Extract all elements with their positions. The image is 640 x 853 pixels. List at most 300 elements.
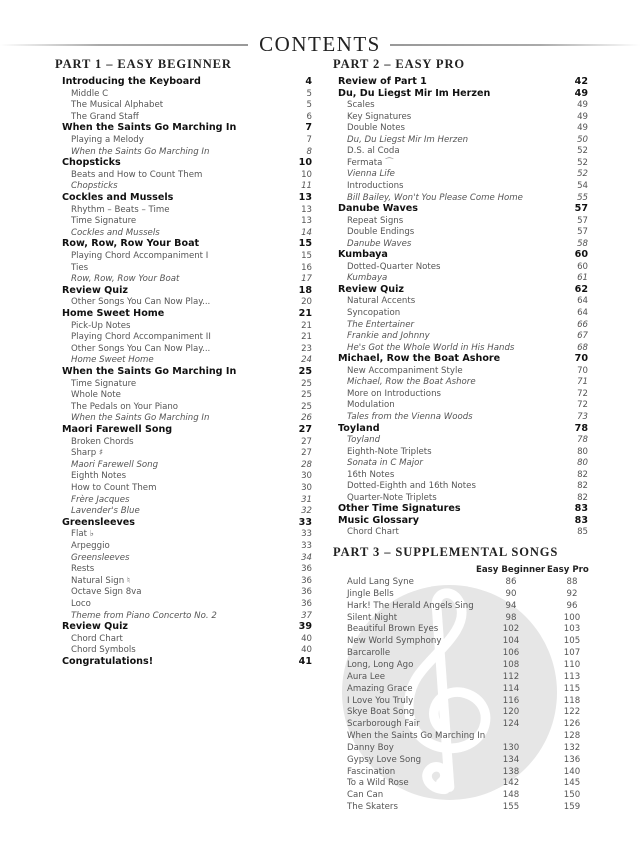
toc-entry-title: Greensleeves <box>62 516 135 528</box>
toc-entry-title: Cockles and Mussels <box>62 192 174 203</box>
song-title: Long, Long Ago <box>347 659 414 670</box>
toc-entry[interactable] <box>338 423 588 435</box>
toc-entry[interactable] <box>71 610 312 622</box>
song-page-easy-pro: 126 <box>563 719 581 730</box>
toc-entry[interactable] <box>71 436 312 448</box>
toc-entry[interactable] <box>71 459 312 471</box>
toc-entry[interactable] <box>71 250 312 262</box>
song-page-easy-beginner: 98 <box>505 612 517 623</box>
song-title: Danny Boy <box>347 742 394 753</box>
song-page-easy-pro: 105 <box>563 636 581 647</box>
toc-entry-title: Octave Sign 8va <box>71 587 142 598</box>
toc-entry-title: When the Saints Go Marching In <box>71 146 210 157</box>
toc-entry-title: Beats and How to Count Them <box>71 169 203 180</box>
song-page-easy-pro: 132 <box>563 742 581 753</box>
song-row[interactable] <box>347 695 592 707</box>
toc-entry-page: 26 <box>301 413 312 424</box>
song-row[interactable] <box>347 718 592 730</box>
toc-entry-page: 15 <box>298 238 312 250</box>
toc-entry-page: 4 <box>305 76 312 87</box>
song-title: Barcarolle <box>347 648 391 659</box>
toc-entry-page: 25 <box>301 401 312 412</box>
toc-entry-title: Frère Jacques <box>71 494 130 505</box>
col-header-easy-beginner: Easy Beginner <box>476 565 546 575</box>
toc-entry-title: Frankie and Johnny <box>347 331 430 342</box>
toc-entry-title: Vienna Life <box>347 169 395 180</box>
toc-entry-page: 73 <box>577 411 588 422</box>
song-row[interactable] <box>347 635 592 647</box>
toc-entry[interactable] <box>71 528 312 540</box>
toc-entry-page: 70 <box>574 353 588 365</box>
song-row[interactable] <box>347 588 592 600</box>
toc-entry[interactable] <box>338 249 588 261</box>
toc-entry-page: 82 <box>577 469 588 480</box>
toc-entry-page: 42 <box>574 76 588 87</box>
toc-entry[interactable] <box>347 492 588 504</box>
song-page-easy-beginner: 148 <box>502 790 520 801</box>
toc-entry-title: Home Sweet Home <box>71 355 154 366</box>
toc-entry-title: Chord Chart <box>347 527 399 538</box>
toc-entry-title: Key Signatures <box>347 111 412 122</box>
toc-entry-page: 49 <box>574 87 588 99</box>
toc-entry-title: Rests <box>71 564 95 575</box>
toc-entry[interactable] <box>347 192 588 204</box>
toc-entry-page: 49 <box>577 111 588 122</box>
toc-entry-page: 21 <box>301 320 312 331</box>
toc-entry-page: 57 <box>577 227 588 238</box>
toc-entry-title: When the Saints Go Marching In <box>62 366 237 377</box>
song-row[interactable] <box>347 754 592 766</box>
toc-entry-title: Double Endings <box>347 227 415 238</box>
toc-entry-title: Syncopation <box>347 308 401 318</box>
toc-entry-title: Danube Waves <box>338 203 418 215</box>
song-row[interactable] <box>347 730 592 742</box>
toc-entry-page: 27 <box>301 436 312 447</box>
toc-entry[interactable] <box>347 411 588 423</box>
toc-entry-title: Kumbaya <box>338 249 388 261</box>
song-page-easy-beginner: 108 <box>502 659 520 670</box>
toc-entry[interactable] <box>71 296 312 308</box>
toc-entry[interactable] <box>62 621 312 633</box>
toc-entry[interactable] <box>71 447 312 459</box>
toc-entry-page: 71 <box>577 377 588 388</box>
song-page-easy-beginner: 155 <box>502 802 520 813</box>
toc-entry[interactable] <box>71 99 312 111</box>
toc-entry-page: 25 <box>301 378 312 389</box>
toc-entry-title: Ties <box>71 262 89 273</box>
toc-entry[interactable] <box>71 401 312 413</box>
toc-entry[interactable] <box>347 145 588 157</box>
toc-entry-title: The Entertainer <box>347 319 415 330</box>
toc-entry[interactable] <box>71 180 312 192</box>
song-row[interactable] <box>347 623 592 635</box>
toc-entry[interactable] <box>347 111 588 123</box>
toc-entry-title: Theme from Piano Concerto No. 2 <box>71 610 217 621</box>
toc-entry[interactable] <box>338 353 588 365</box>
toc-entry-title: Natural Accents <box>347 296 416 307</box>
song-page-easy-beginner: 102 <box>502 624 520 635</box>
toc-entry-title: Maori Farewell Song <box>71 459 159 470</box>
toc-entry[interactable] <box>347 319 588 331</box>
toc-entry[interactable] <box>71 586 312 598</box>
toc-entry-title: Dotted-Quarter Notes <box>347 261 441 272</box>
toc-entry-title: Row, Row, Row Your Boat <box>62 238 200 250</box>
toc-entry-page: 82 <box>577 492 588 503</box>
toc-entry[interactable] <box>347 388 588 400</box>
toc-entry-title: Other Songs You Can Now Play... <box>71 297 211 308</box>
song-row[interactable] <box>347 576 592 588</box>
toc-entry-title: Bill Bailey, Won't You Please Come Home <box>347 192 523 203</box>
toc-entry[interactable] <box>347 526 588 538</box>
song-page-easy-pro: 103 <box>563 624 581 635</box>
toc-entry-page: 11 <box>301 181 312 192</box>
song-page-easy-pro: 100 <box>563 612 581 623</box>
song-row[interactable] <box>347 742 592 754</box>
toc-entry[interactable] <box>71 378 312 390</box>
song-row[interactable] <box>347 600 592 612</box>
toc-entry[interactable] <box>62 238 312 250</box>
toc-entry[interactable] <box>338 203 588 215</box>
toc-entry-title: Arpeggio <box>71 541 110 551</box>
song-title: Amazing Grace <box>347 683 413 694</box>
toc-entry[interactable] <box>347 226 588 238</box>
toc-entry-page: 40 <box>301 633 312 644</box>
toc-entry-title: Row, Row, Row Your Boat <box>71 274 180 285</box>
toc-entry-page: 33 <box>301 541 312 551</box>
toc-entry-page: 6 <box>306 111 312 122</box>
toc-entry[interactable] <box>347 330 588 342</box>
toc-entry[interactable] <box>71 505 312 517</box>
song-title: Auld Lang Syne <box>347 577 414 587</box>
toc-entry-title: Music Glossary <box>338 514 420 526</box>
song-title: Can Can <box>347 790 384 801</box>
toc-entry-title: Eighth-Note Triplets <box>347 446 432 457</box>
toc-entry-title: Chord Chart <box>71 633 123 644</box>
song-page-easy-pro: 96 <box>566 600 578 611</box>
toc-entry[interactable] <box>338 284 588 296</box>
toc-entry[interactable] <box>71 633 312 645</box>
toc-entry[interactable] <box>71 146 312 158</box>
toc-entry[interactable] <box>338 503 588 515</box>
toc-entry-title: Toyland <box>347 435 381 446</box>
toc-entry[interactable] <box>71 354 312 366</box>
toc-entry[interactable] <box>347 134 588 146</box>
toc-entry[interactable] <box>71 273 312 285</box>
toc-entry-title: Review of Part 1 <box>338 76 427 87</box>
song-row[interactable] <box>347 671 592 683</box>
song-page-easy-pro: 118 <box>563 695 581 706</box>
toc-entry[interactable] <box>71 644 312 656</box>
toc-entry[interactable] <box>347 457 588 469</box>
part3-heading: PART 3 – SUPPLEMENTAL SONGS <box>333 545 559 559</box>
song-page-easy-beginner: 90 <box>505 588 517 599</box>
toc-entry-title: Maori Farewell Song <box>62 424 173 435</box>
toc-entry-title: Pick-Up Notes <box>71 320 131 331</box>
toc-entry[interactable] <box>338 515 588 527</box>
toc-entry-page: 30 <box>301 471 312 482</box>
toc-entry-title: Sonata in C Major <box>347 458 423 469</box>
song-page-easy-pro: 140 <box>563 766 581 777</box>
toc-entry[interactable] <box>71 412 312 424</box>
toc-entry-page: 8 <box>306 146 312 157</box>
toc-entry[interactable] <box>347 238 588 250</box>
toc-entry[interactable] <box>71 215 312 227</box>
toc-entry-page: 7 <box>305 122 312 134</box>
toc-entry-title: Rhythm – Beats – Time <box>71 204 170 215</box>
toc-entry[interactable] <box>347 434 588 446</box>
toc-entry[interactable] <box>62 656 312 668</box>
song-page-easy-beginner: 112 <box>502 671 520 682</box>
toc-entry[interactable] <box>347 180 588 192</box>
toc-entry-page: 37 <box>301 610 312 621</box>
toc-entry-page: 60 <box>574 249 588 261</box>
toc-entry-title: Lavender's Blue <box>71 506 140 517</box>
toc-entry-page: 64 <box>577 308 588 318</box>
toc-entry[interactable] <box>71 88 312 100</box>
toc-entry[interactable] <box>71 540 312 552</box>
toc-entry-title: Quarter-Note Triplets <box>347 492 437 503</box>
toc-entry-page: 23 <box>301 343 312 354</box>
toc-entry[interactable] <box>347 365 588 377</box>
song-page-easy-pro: 107 <box>563 648 581 659</box>
toc-entry-title: Home Sweet Home <box>62 308 165 319</box>
song-page-easy-beginner: 106 <box>502 648 520 659</box>
toc-entry[interactable] <box>347 122 588 134</box>
toc-entry-title: D.S. al Coda <box>347 146 400 157</box>
toc-entry-page: 85 <box>577 527 588 538</box>
song-page-easy-beginner: 120 <box>502 707 520 718</box>
toc-entry-page: 39 <box>298 621 312 633</box>
toc-entry-title: Scales <box>347 100 375 111</box>
toc-entry[interactable] <box>62 517 312 529</box>
song-row[interactable] <box>347 801 592 813</box>
song-page-easy-pro: 92 <box>566 588 578 599</box>
toc-entry[interactable] <box>347 215 588 227</box>
toc-entry-title: Flat ♭ <box>71 529 94 540</box>
song-page-easy-beginner: 116 <box>502 695 520 706</box>
toc-entry-page: 52 <box>577 146 588 157</box>
page-title: CONTENTS <box>259 32 381 56</box>
toc-entry[interactable] <box>347 399 588 411</box>
toc-entry[interactable] <box>347 307 588 319</box>
toc-entry-page: 55 <box>577 192 588 203</box>
toc-entry-page: 13 <box>298 192 312 203</box>
toc-entry-page: 64 <box>577 296 588 307</box>
toc-entry-title: Other Time Signatures <box>338 503 461 515</box>
toc-entry-page: 70 <box>577 365 588 376</box>
toc-entry-page: 27 <box>301 448 312 459</box>
toc-entry-title: More on Introductions <box>347 388 441 399</box>
toc-entry-title: Introductions <box>347 180 404 191</box>
toc-entry-page: 68 <box>577 342 588 353</box>
toc-entry-page: 20 <box>301 297 312 308</box>
toc-entry-page: 14 <box>301 227 312 238</box>
toc-entry-page: 21 <box>298 308 312 319</box>
toc-entry[interactable] <box>62 122 312 134</box>
toc-entry-page: 31 <box>301 494 312 505</box>
toc-entry-title: Fermata ⌒ <box>347 157 394 168</box>
toc-entry[interactable] <box>71 575 312 587</box>
toc-entry[interactable] <box>62 424 312 436</box>
song-page-easy-pro: 159 <box>563 802 581 813</box>
toc-entry-page: 7 <box>306 135 312 145</box>
toc-entry[interactable] <box>71 494 312 506</box>
toc-entry[interactable] <box>71 169 312 181</box>
toc-entry-title: Chopsticks <box>71 181 118 192</box>
toc-entry-page: 25 <box>298 366 312 377</box>
toc-entry[interactable] <box>71 482 312 494</box>
song-page-easy-pro: 150 <box>563 790 581 801</box>
toc-entry[interactable] <box>347 99 588 111</box>
toc-entry-page: 24 <box>301 355 312 366</box>
toc-entry-page: 36 <box>301 575 312 586</box>
toc-entry[interactable] <box>71 204 312 216</box>
toc-entry[interactable] <box>71 598 312 610</box>
song-page-easy-pro: 136 <box>563 754 581 765</box>
toc-entry-page: 83 <box>574 514 588 526</box>
toc-entry-page: 78 <box>577 435 588 446</box>
toc-entry-title: Natural Sign ♮ <box>71 575 130 586</box>
song-title: New World Symphony <box>347 636 442 647</box>
song-page-easy-pro: 128 <box>563 731 581 742</box>
toc-entry-title: Michael, Row the Boat Ashore <box>338 353 501 365</box>
toc-entry[interactable] <box>62 366 312 378</box>
toc-entry-title: Loco <box>71 599 91 609</box>
toc-entry-title: Time Signature <box>71 378 137 389</box>
toc-entry-page: 32 <box>301 506 312 517</box>
toc-entry-page: 15 <box>301 251 312 261</box>
toc-entry[interactable] <box>347 469 588 481</box>
song-title: Gypsy Love Song <box>347 754 422 765</box>
toc-entry-page: 16 <box>301 262 312 273</box>
toc-entry-page: 52 <box>577 169 588 180</box>
song-page-easy-beginner: 134 <box>502 754 520 765</box>
song-row[interactable] <box>347 789 592 801</box>
song-page-easy-pro: 110 <box>563 659 581 670</box>
toc-entry-page: 49 <box>577 123 588 134</box>
toc-entry-page: 5 <box>306 88 312 99</box>
song-row[interactable] <box>347 777 592 789</box>
song-title: Hark! The Herald Angels Sing <box>347 600 474 611</box>
toc-entry-page: 13 <box>301 204 312 215</box>
toc-entry[interactable] <box>347 261 588 273</box>
part2-heading: PART 2 – EASY PRO <box>333 57 465 71</box>
toc-entry[interactable] <box>71 331 312 343</box>
toc-entry[interactable] <box>347 376 588 388</box>
toc-entry[interactable] <box>71 111 312 123</box>
song-page-easy-beginner: 124 <box>502 719 520 730</box>
song-row[interactable] <box>347 766 592 778</box>
song-page-easy-beginner: 86 <box>505 577 517 587</box>
song-title: When the Saints Go Marching In <box>347 731 486 742</box>
toc-entry[interactable] <box>71 343 312 355</box>
toc-entry-title: He's Got the Whole World in His Hands <box>347 342 515 353</box>
toc-entry-title: When the Saints Go Marching In <box>71 413 210 424</box>
song-title: To a Wild Rose <box>347 778 409 789</box>
toc-entry-title: Review Quiz <box>338 283 405 295</box>
song-row[interactable] <box>347 612 592 624</box>
toc-entry[interactable] <box>338 76 588 88</box>
toc-entry[interactable] <box>71 389 312 401</box>
toc-entry-page: 50 <box>577 134 588 145</box>
song-page-easy-pro: 122 <box>563 707 581 718</box>
toc-entry[interactable] <box>62 192 312 204</box>
toc-entry[interactable] <box>71 552 312 564</box>
toc-entry[interactable] <box>62 76 312 88</box>
toc-entry-page: 27 <box>298 424 312 435</box>
song-title: Jingle Bells <box>347 588 394 599</box>
toc-entry[interactable] <box>347 446 588 458</box>
toc-entry-title: 16th Notes <box>347 469 395 480</box>
toc-entry-title: Congratulations! <box>62 656 154 667</box>
toc-entry[interactable] <box>71 563 312 575</box>
toc-entry[interactable] <box>62 308 312 320</box>
toc-entry-page: 60 <box>577 261 588 272</box>
toc-entry[interactable] <box>338 88 588 100</box>
toc-entry-page: 78 <box>574 422 588 434</box>
toc-entry-title: Modulation <box>347 400 395 411</box>
toc-entry-page: 83 <box>574 503 588 515</box>
song-row[interactable] <box>347 683 592 695</box>
toc-entry[interactable] <box>347 295 588 307</box>
toc-entry-title: Introducing the Keyboard <box>62 76 201 87</box>
toc-entry[interactable] <box>71 470 312 482</box>
song-title: I Love You Truly <box>347 695 414 706</box>
toc-entry-title: Danube Waves <box>347 238 412 249</box>
song-row[interactable] <box>347 659 592 671</box>
toc-entry-title: Eighth Notes <box>71 471 127 482</box>
toc-entry-page: 49 <box>577 100 588 111</box>
toc-entry-title: Time Signature <box>71 216 137 227</box>
toc-entry-page: 72 <box>577 400 588 411</box>
toc-entry-title: Middle C <box>71 88 109 99</box>
song-page-easy-pro: 88 <box>566 577 578 587</box>
song-page-easy-pro: 115 <box>563 683 581 694</box>
toc-entry[interactable] <box>71 227 312 239</box>
toc-entry-page: 41 <box>298 656 312 667</box>
toc-entry-page: 40 <box>301 645 312 656</box>
toc-entry[interactable] <box>71 262 312 274</box>
song-title: Beautiful Brown Eyes <box>347 624 439 635</box>
toc-entry[interactable] <box>62 157 312 169</box>
song-title: Fascination <box>347 766 396 777</box>
toc-entry[interactable] <box>347 168 588 180</box>
toc-entry[interactable] <box>71 320 312 332</box>
toc-entry-title: The Pedals on Your Piano <box>71 401 179 412</box>
toc-entry-page: 57 <box>574 203 588 215</box>
toc-entry[interactable] <box>347 480 588 492</box>
song-row[interactable] <box>347 706 592 718</box>
toc-entry-page: 57 <box>577 215 588 226</box>
toc-entry[interactable] <box>347 157 588 169</box>
song-page-easy-beginner: 94 <box>505 600 517 611</box>
toc-entry[interactable] <box>62 285 312 297</box>
toc-entry-page: 17 <box>301 274 312 285</box>
toc-entry-title: Cockles and Mussels <box>71 227 160 238</box>
toc-entry-page: 10 <box>301 169 312 180</box>
song-row[interactable] <box>347 647 592 659</box>
toc-entry-title: Playing Chord Accompaniment II <box>71 332 211 343</box>
toc-entry[interactable] <box>347 272 588 284</box>
toc-entry-page: 13 <box>301 216 312 227</box>
toc-entry-title: Broken Chords <box>71 436 134 447</box>
toc-entry[interactable] <box>347 342 588 354</box>
toc-entry[interactable] <box>71 134 312 146</box>
toc-entry-page: 5 <box>306 100 312 111</box>
toc-entry-title: Chord Symbols <box>71 645 136 656</box>
toc-entry-title: The Musical Alphabet <box>71 100 164 111</box>
toc-entry-title: When the Saints Go Marching In <box>62 122 237 134</box>
